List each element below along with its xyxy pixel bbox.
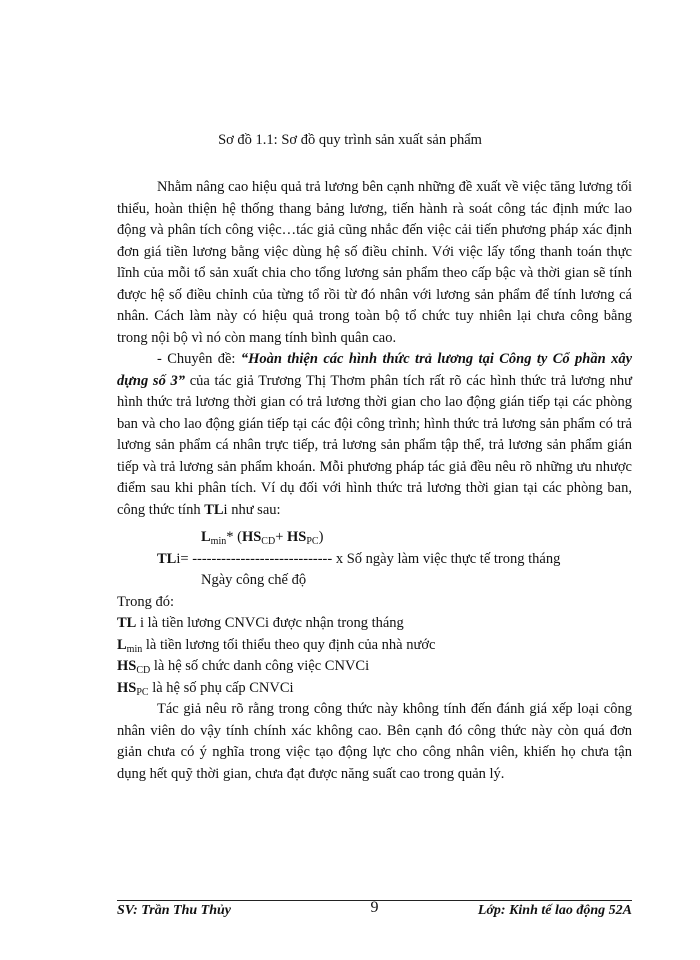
formula-denominator: Ngày công chế độ — [201, 572, 307, 588]
page-number: 9 — [370, 899, 379, 916]
paragraph-2-end: i như sau: — [223, 501, 281, 518]
paragraph-2 — [117, 349, 632, 521]
definition-item: $HS_{CD}$ là hệ số chức danh công việc CNVCi — [117, 658, 370, 676]
where-label: Trong đó: — [117, 593, 175, 610]
definition-item: $L_{min}$ là tiền lương tối thiểu theo quy định của nhà nước — [117, 636, 436, 655]
formula-main-line: TLi= ----------------------------- x Số ngày làm việc thực tế trong tháng — [157, 550, 561, 567]
paragraph-2-text: của tác giả Trương Thị Thơm phân tích rất rõ các hình thức trả lương như hình thức trả lương thời gian có trả lương thời gian cho lao động gián tiếp tại các phòng ban và cho lao động gián tiếp tại các đội công trình; hình thức trả lương sản phẩm có trả lương sản phẩm cá nhân trực tiếp, trả lương sản phẩm tập thể, trả lương sản phẩm gián tiếp và trả lương sản phẩm khoán. Mỗi phương pháp tác giả đều nêu rõ những ưu nhược điểm sau khi phân tích. Ví dụ đối với hình thức trả lương thời gian tại các phòng ban, công thức tính — [117, 372, 632, 518]
body-text — [117, 177, 632, 785]
footer-class: Lớp: Kinh tế lao động 52A — [477, 903, 632, 918]
fraction-bar: ----------------------------- — [192, 550, 333, 567]
footer-student: SV: Trần Thu Thủy — [117, 903, 231, 918]
definition-item: TL i là tiền lương CNVCi được nhận trong tháng — [117, 615, 404, 631]
paragraph-2-prefix: - Chuyên đề: — [157, 351, 241, 367]
term-tl: TL — [204, 501, 224, 518]
paragraph-3: Tác giả nêu rõ rằng trong công thức này không tính đến đánh giá xếp loại công nhân viên do vậy tính chính xác không cao. Bên cạnh đó công thức này còn quá đơn giản chưa có ý nghĩa trong việc tạo động lực cho công nhân viên, khiến họ chưa tận dụng hết quỹ thời gian, chưa đạt được năng suất cao trong quản lý. — [117, 701, 632, 782]
formula-numerator: $L_{min}*$ $(HS_{CD}+ HS_{PC})$ — [201, 529, 324, 547]
figure-caption: Sơ đồ 1.1: Sơ đồ quy trình sản xuất sản phẩm — [218, 132, 482, 148]
paragraph-1: Nhằm nâng cao hiệu quả trả lương bên cạnh những đề xuất về việc tăng lương tối thiểu, hoàn thiện hệ thống thang bảng lương, tiến hành rà soát công tác định mức lao động và phân tích công việc…tác giả cũng nhắc đến việc cải tiến phương pháp xác định đơn giá tiền lương bằng việc dùng hệ số điều chỉnh. Với việc lấy tổng thanh toán thực lĩnh của mỗi tổ sản xuất chia cho tổng lương sản phẩm theo cấp bậc và thời gian sẽ tính được hệ số điều chỉnh của từng tổ rồi từ đó nhân với lương sản phẩm để tính lương cá nhân. Cách làm này có hiệu quả trong toàn bộ tổ chức tuy nhiên lại chưa công bằng trong nội bộ vì nó còn mang tính bình quân cao. — [117, 179, 632, 346]
thesis-title: “Hoàn thiện các hình thức trả lương tại Công ty Cổ phần xây dựng số 3” — [117, 351, 633, 389]
definition-item: $HS_{PC}$ là hệ số phụ cấp CNVCi — [117, 679, 294, 698]
